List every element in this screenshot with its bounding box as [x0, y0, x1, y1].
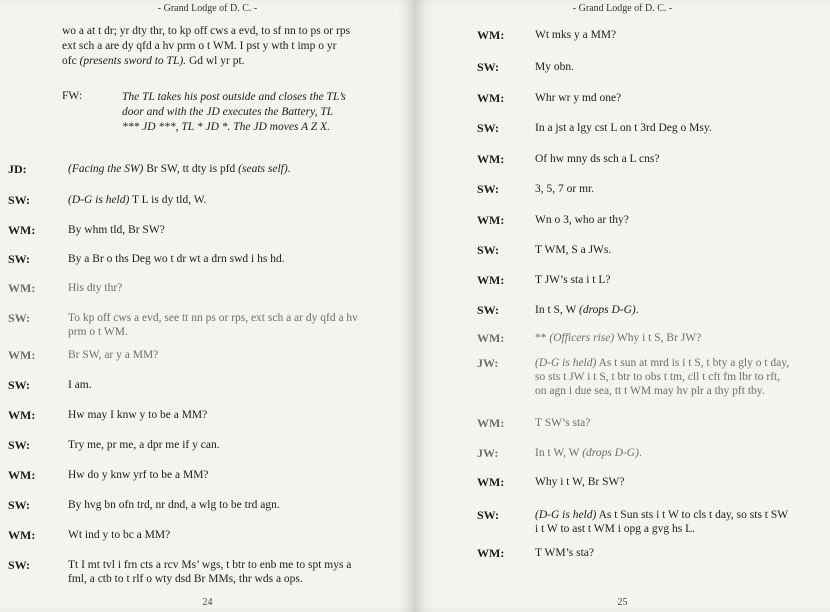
speaker-label: WM: [8, 281, 36, 295]
dialogue-text [68, 252, 358, 266]
speaker-label: WM: [477, 416, 505, 430]
stage-direction: (Officers rise) [549, 332, 615, 344]
dialogue-text [68, 193, 358, 207]
speaker-label: SW: [477, 182, 500, 196]
dialogue-text [535, 331, 793, 345]
spoken-text: ** [535, 332, 550, 344]
spoken-text: T L is dy tld, W. [129, 194, 207, 206]
dialogue-text [68, 558, 358, 586]
speaker-label: WM: [8, 348, 36, 362]
dialogue-text [535, 416, 793, 430]
spoken-text: . [635, 304, 639, 316]
spoken-text: Hw may I knw y to be a MM? [68, 409, 208, 421]
speaker-label: WM: [477, 28, 505, 42]
dialogue-text [535, 91, 793, 105]
dialogue-text [68, 162, 358, 176]
dialogue-text [535, 508, 793, 536]
dialogue-text [68, 468, 358, 482]
dialogue-text [68, 223, 358, 237]
right-page [415, 0, 830, 612]
speaker-label: SW: [8, 498, 31, 512]
stage-direction: (drops D-G) [582, 447, 639, 459]
speaker-label: WM: [477, 91, 505, 105]
stage-direction: (D-G is held) [535, 509, 597, 521]
spoken-text: Wt mks y a MM? [535, 29, 617, 41]
speaker-label: SW: [8, 558, 31, 572]
spoken-text: T WM, S a JWs. [535, 244, 612, 256]
dialogue-text [535, 546, 793, 560]
speaker-label: SW: [8, 438, 31, 452]
speaker-label: JW: [477, 446, 499, 460]
speaker-label: SW: [8, 378, 31, 392]
speaker-label: SW: [8, 252, 31, 266]
dialogue-text [68, 348, 358, 362]
speaker-label: SW: [477, 60, 500, 74]
spoken-text: Try me, pr me, a dpr me if y can. [68, 439, 220, 451]
intro-end: Gd wl yr pt. [186, 55, 245, 67]
spoken-text: Br SW, ar y a MM? [68, 349, 159, 361]
dialogue-text [68, 408, 358, 422]
dialogue-text [535, 182, 793, 196]
spoken-text: As t sun at mrd is i t S, t bty a gly o t day, so sts t JW i t S, t btr to obs t tm, cll t cft fm lbr to rft, on agn i due sea, tt t WM may hv plr a thy pft tby. [535, 357, 790, 397]
dialogue-text [68, 528, 358, 542]
spoken-text: T JW’s sta i t L? [535, 274, 611, 286]
intro-paragraph [62, 24, 352, 69]
speaker-label: WM: [477, 475, 505, 489]
spoken-text: His dty thr? [68, 282, 123, 294]
speaker-label: SW: [477, 243, 500, 257]
spoken-text: Wt ind y to bc a MM? [68, 529, 171, 541]
spoken-text: Wn o 3, who ar thy? [535, 214, 629, 226]
page-header: - Grand Lodge of D. C. - [572, 3, 673, 14]
speaker-label: SW: [477, 508, 500, 522]
speaker-label: WM: [8, 223, 36, 237]
spoken-text: T SW’s sta? [535, 417, 591, 429]
dialogue-text [535, 243, 793, 257]
speaker-label: WM: [477, 213, 505, 227]
dialogue-text [68, 498, 358, 512]
spoken-text: Hw do y knw yrf to be a MM? [68, 469, 209, 481]
speaker-label: SW: [8, 193, 31, 207]
speaker-label: WM: [477, 546, 505, 560]
spoken-text: T WM’s sta? [535, 547, 594, 559]
spoken-text: Tt I mt tvl i frn cts a rcv Ms’ wgs, t btr to enb me to spt mys a fml, a ctb to t rlf o wty dsd Br MMs, thr wds a ops. [68, 559, 352, 585]
dialogue-text [68, 311, 358, 339]
dialogue-text [535, 121, 793, 135]
speaker-label: SW: [477, 303, 500, 317]
dialogue-text [68, 438, 358, 452]
spoken-text: By hvg bn ofn trd, nr dnd, a wlg to be trd agn. [68, 499, 280, 511]
spoken-text: In a jst a lgy cst L on t 3rd Deg o Msy. [535, 122, 712, 134]
spoken-text: I am. [68, 379, 92, 391]
dialogue-text [535, 475, 793, 489]
spoken-text: Why i t S, Br JW? [614, 332, 702, 344]
dialogue-text [535, 152, 793, 166]
speaker-label: WM: [8, 408, 36, 422]
speaker-label: WM: [477, 331, 505, 345]
speaker-label: WM: [8, 468, 36, 482]
speaker-label: JD: [8, 162, 27, 176]
spoken-text: By whm tld, Br SW? [68, 224, 165, 236]
intro-text: wo a at t dr; yr dty thr, to kp off cws a evd, to sf nn to ps or rps ext sch a are dy qfd a hv prm o t WM. I pst y wth t imp o yr ofc [62, 25, 351, 67]
stage-direction: (Facing the SW) [68, 163, 144, 175]
stage-direction: (D-G is held) [68, 194, 130, 206]
intro-italic: (presents sword to TL). [79, 55, 187, 67]
spoken-text: 3, 5, 7 or mr. [535, 183, 595, 195]
spoken-text: My obn. [535, 61, 574, 73]
dialogue-text [535, 28, 793, 42]
fw-text: The TL takes his post outside and closes the TL’s door and with the JD executes the Battery, TL *** JD ***, TL * JD *. The JD moves A Z X. [122, 91, 346, 133]
dialogue-text [535, 213, 793, 227]
spoken-text: As t Sun sts i t W to cls t day, so sts t SW i t W to ast t WM i opg a gvg hs L. [535, 509, 788, 535]
speaker-label: WM: [477, 152, 505, 166]
speaker-label: SW: [477, 121, 500, 135]
dialogue-text [68, 378, 358, 392]
stage-direction: (drops D-G) [578, 304, 636, 316]
spoken-text: To kp off cws a evd, see tt nn ps or rps, ext sch a ar dy qfd a hv prm o t WM. [68, 312, 358, 338]
spoken-text: In t S, W [535, 304, 579, 316]
stage-direction: (seats self) [238, 163, 288, 175]
page-header: - Grand Lodge of D. C. - [157, 3, 258, 14]
spoken-text: Why i t W, Br SW? [535, 476, 625, 488]
spoken-text: In t W, W [535, 447, 583, 459]
dialogue-text [535, 303, 793, 317]
speaker-label: JW: [477, 356, 499, 370]
speaker-label: WM: [477, 273, 505, 287]
stage-direction: (D-G is held) [535, 357, 597, 369]
spoken-text: . [638, 447, 642, 459]
dialogue-text [535, 60, 793, 74]
spoken-text: Br SW, tt dty is pfd [143, 163, 239, 175]
spoken-text: Whr wr y md one? [535, 92, 622, 104]
dialogue-text [68, 281, 358, 295]
dialogue-text [535, 273, 793, 287]
spoken-text: Of hw mny ds sch a L cns? [535, 153, 660, 165]
spoken-text: . [287, 163, 291, 175]
fw-label: FW: [62, 90, 83, 102]
page-number: 24 [202, 597, 213, 608]
dialogue-text [535, 356, 793, 398]
speaker-label: SW: [8, 311, 31, 325]
spoken-text: By a Br o ths Deg wo t dr wt a drn swd i hs hd. [68, 253, 285, 265]
dialogue-text [535, 446, 793, 460]
page-number: 25 [617, 597, 628, 608]
speaker-label: WM: [8, 528, 36, 542]
